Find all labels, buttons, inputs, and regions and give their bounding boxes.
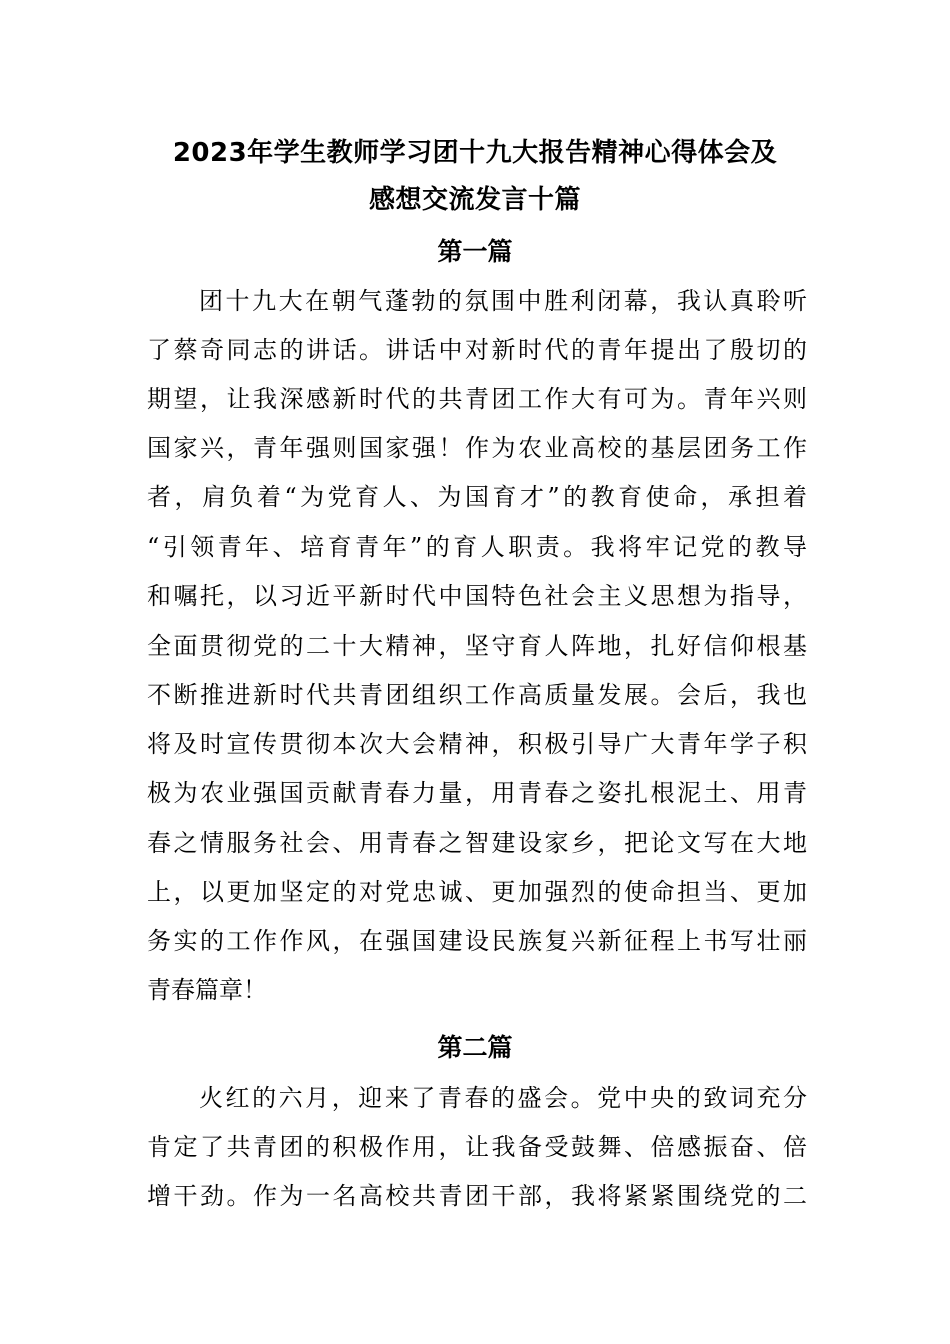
paragraph-line: 全面贯彻党的二十大精神，坚守育人阵地，扎好信仰根基 (147, 632, 807, 660)
paragraph-line: 团十九大在朝气蓬勃的氛围中胜利闭幕，我认真聆听 (199, 287, 807, 315)
document-title-line-2: 感想交流发言十篇 (368, 185, 581, 215)
section-heading-2: 第二篇 (437, 1033, 513, 1062)
paragraph-line: 火红的六月，迎来了青春的盛会。党中央的致词充分 (199, 1084, 807, 1112)
paragraph-line: 将及时宣传贯彻本次大会精神，积极引导广大青年学子积 (147, 730, 807, 758)
paragraph-line: 青春篇章！ (147, 976, 267, 1004)
paragraph-line: 务实的工作作风，在强国建设民族复兴新征程上书写壮丽 (147, 927, 807, 955)
section-heading-1: 第一篇 (437, 237, 513, 266)
paragraph-line: 和嘱托，以习近平新时代中国特色社会主义思想为指导， (147, 582, 807, 610)
document-title-line-1: 2023年学生教师学习团十九大报告精神心得体会及 (172, 138, 778, 168)
paragraph-line: 不断推进新时代共青团组织工作高质量发展。会后，我也 (147, 681, 807, 709)
paragraph-line: 者，肩负着“为党育人、为国育才”的教育使命，承担着 (147, 483, 807, 511)
paragraph-line: 极为农业强国贡献青春力量，用青春之姿扎根泥土、用青 (147, 779, 807, 807)
paragraph-line: 春之情服务社会、用青春之智建设家乡，把论文写在大地 (147, 829, 807, 857)
paragraph-line: “引领青年、培育青年”的育人职责。我将牢记党的教导 (147, 533, 807, 561)
paragraph-line: 增干劲。作为一名高校共青团干部，我将紧紧围绕党的二 (147, 1182, 807, 1210)
paragraph-line: 国家兴，青年强则国家强！作为农业高校的基层团务工作 (147, 434, 807, 462)
paragraph-line: 了蔡奇同志的讲话。讲话中对新时代的青年提出了殷切的 (147, 336, 807, 364)
paragraph-line: 上，以更加坚定的对党忠诚、更加强烈的使命担当、更加 (147, 878, 807, 906)
paragraph-line: 期望，让我深感新时代的共青团工作大有可为。青年兴则 (147, 385, 807, 413)
paragraph-line: 肯定了共青团的积极作用，让我备受鼓舞、倍感振奋、倍 (147, 1133, 807, 1161)
